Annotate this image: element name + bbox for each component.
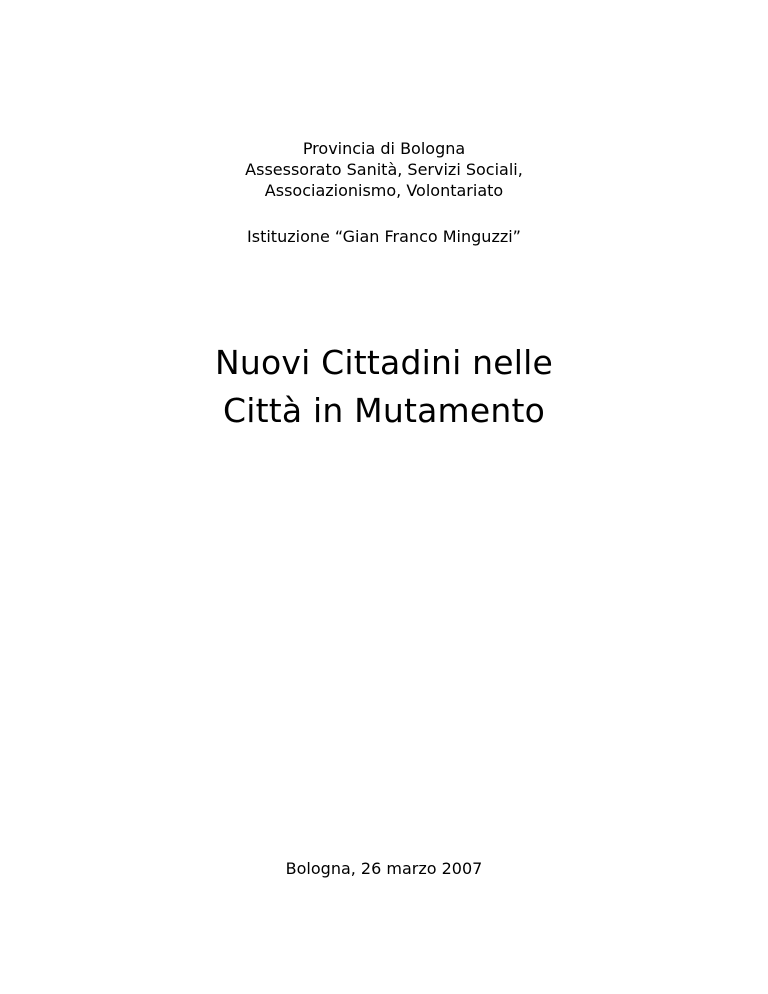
title-line-2: Città in Mutamento [222, 391, 545, 430]
header-line-department: Assessorato Sanità, Servizi Sociali, [245, 160, 523, 179]
header-line-province: Provincia di Bologna [302, 139, 466, 158]
title-line-1: Nuovi Cittadini nelle [214, 343, 554, 382]
issuing-authority [0, 138, 768, 201]
place-and-date: Bologna, 26 marzo 2007 [285, 859, 483, 878]
document-title [0, 339, 768, 435]
header-line-department-cont: Associazionismo, Volontariato [264, 181, 504, 200]
institution-name: Istituzione “Gian Franco Minguzzi” [247, 227, 521, 246]
